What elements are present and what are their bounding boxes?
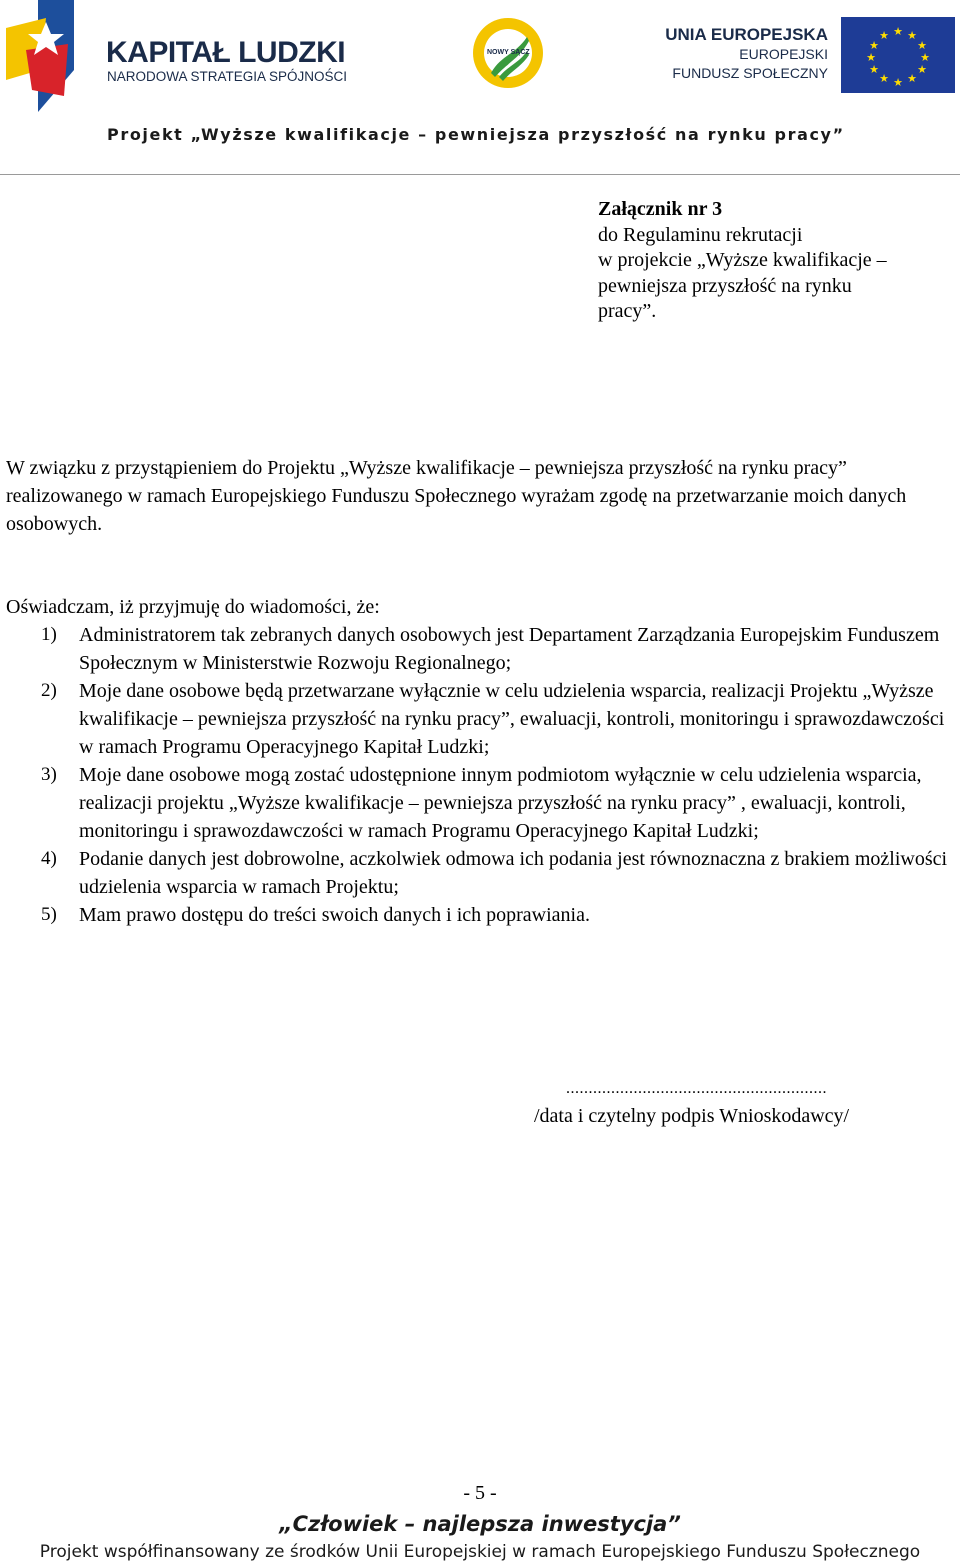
- signature-line: ..........................................................: [566, 1080, 827, 1097]
- annex-line: pracy”.: [598, 300, 657, 322]
- list-item: [6, 621, 960, 677]
- list-item-number: 4): [41, 848, 57, 869]
- footer-slogan: „Człowiek – najlepsza inwestycja”: [279, 1512, 681, 1536]
- svg-text:★: ★: [907, 29, 917, 42]
- list-item: [6, 761, 960, 845]
- funding-note: Projekt współfinansowany ze środków Unii Europejskiej w ramach Europejskiego Funduszu Społecznego: [39, 1542, 921, 1562]
- svg-text:★: ★: [893, 25, 903, 38]
- center-logo-text: NOWY SĄCZ: [487, 49, 530, 56]
- svg-text:★: ★: [879, 29, 889, 42]
- list-item: [6, 845, 960, 901]
- eu-flag-icon: [841, 17, 955, 93]
- list-item-number: 3): [41, 764, 57, 785]
- svg-text:★: ★: [869, 39, 879, 52]
- list-item-text: Mam prawo dostępu do treści swoich danych i ich poprawiania.: [79, 904, 590, 926]
- list-item-number: 2): [41, 680, 57, 701]
- list-item: [6, 677, 960, 761]
- declaration-intro: Oświadczam, iż przyjmuję do wiadomości, że:: [6, 596, 380, 618]
- page-number: - 5 -: [463, 1482, 497, 1504]
- kapital-ludzki-title: KAPITAŁ LUDZKI: [106, 36, 346, 69]
- kapital-ludzki-logo: [6, 0, 358, 112]
- annex-line: w projekcie „Wyższe kwalifikacje –: [598, 249, 887, 271]
- signature-label: /data i czytelny podpis Wnioskodawcy/: [534, 1105, 850, 1127]
- svg-text:★: ★: [907, 72, 917, 85]
- svg-text:★: ★: [879, 72, 889, 85]
- center-emblem-logo: [471, 15, 545, 93]
- annex-line: do Regulaminu rekrutacji: [598, 223, 803, 246]
- svg-text:★: ★: [866, 51, 876, 64]
- kapital-ludzki-emblem-icon: [6, 0, 86, 112]
- list-item-text: Moje dane osobowe mogą zostać udostępnione innym podmiotom wyłącznie w celu udzielenia wsparcia, realizacji projektu „Wyższe kwalifikacje – pewniejsza przyszłość na rynku pracy” , ewaluacji, kontroli, monitoringu i sprawozdawczości w ramach Programu Operacyjnego Kapitał Ludzki;: [79, 764, 922, 842]
- list-item-number: 1): [41, 624, 57, 645]
- kapital-ludzki-subtitle: NARODOWA STRATEGIA SPÓJNOŚCI: [107, 69, 348, 84]
- ue-line1: UNIA EUROPEJSKA: [665, 25, 828, 44]
- list-item: [6, 901, 960, 929]
- declaration-list: [6, 621, 960, 929]
- list-item-text: Podanie danych jest dobrowolne, aczkolwiek odmowa ich podania jest równoznaczna z brakiem możliwości udzielenia wsparcia w ramach Projektu;: [79, 848, 948, 898]
- ue-line2: EUROPEJSKI: [739, 46, 828, 62]
- svg-text:★: ★: [917, 63, 927, 76]
- annex-line: pewniejsza przyszłość na rynku: [598, 274, 852, 297]
- list-item-number: 5): [41, 904, 57, 925]
- annex-reference: [598, 197, 948, 325]
- svg-text:★: ★: [893, 76, 903, 89]
- eu-flag: [841, 17, 955, 93]
- list-item-text: Administratorem tak zebranych danych osobowych jest Departament Zarządzania Europejskim Funduszem Społecznym w Ministerstwie Rozwoju Regionalnego;: [79, 624, 940, 674]
- annex-title: Załącznik nr 3: [598, 198, 723, 220]
- ue-line3: FUNDUSZ SPOŁECZNY: [672, 65, 828, 81]
- header-divider: [0, 174, 960, 175]
- svg-text:★: ★: [917, 39, 927, 52]
- project-title: Projekt „Wyższe kwalifikacje – pewniejsza przyszłość na rynku pracy”: [107, 125, 845, 144]
- svg-text:★: ★: [920, 51, 930, 64]
- consent-paragraph: W związku z przystąpieniem do Projektu „Wyższe kwalifikacje – pewniejsza przyszłość na rynku pracy” realizowanego w ramach Europejskiego Funduszu Społecznego wyrażam zgodę na przetwarzanie moich danych osobowych.: [6, 457, 907, 535]
- list-item-text: Moje dane osobowe będą przetwarzane wyłącznie w celu udzielenia wsparcia, realizacji Projektu „Wyższe kwalifikacje – pewniejsza przyszłość na rynku pracy”, ewaluacji, kontroli, monitoringu i sprawozdawczości w ramach Programu Operacyjnego Kapitał Ludzki;: [79, 680, 945, 758]
- svg-text:★: ★: [869, 63, 879, 76]
